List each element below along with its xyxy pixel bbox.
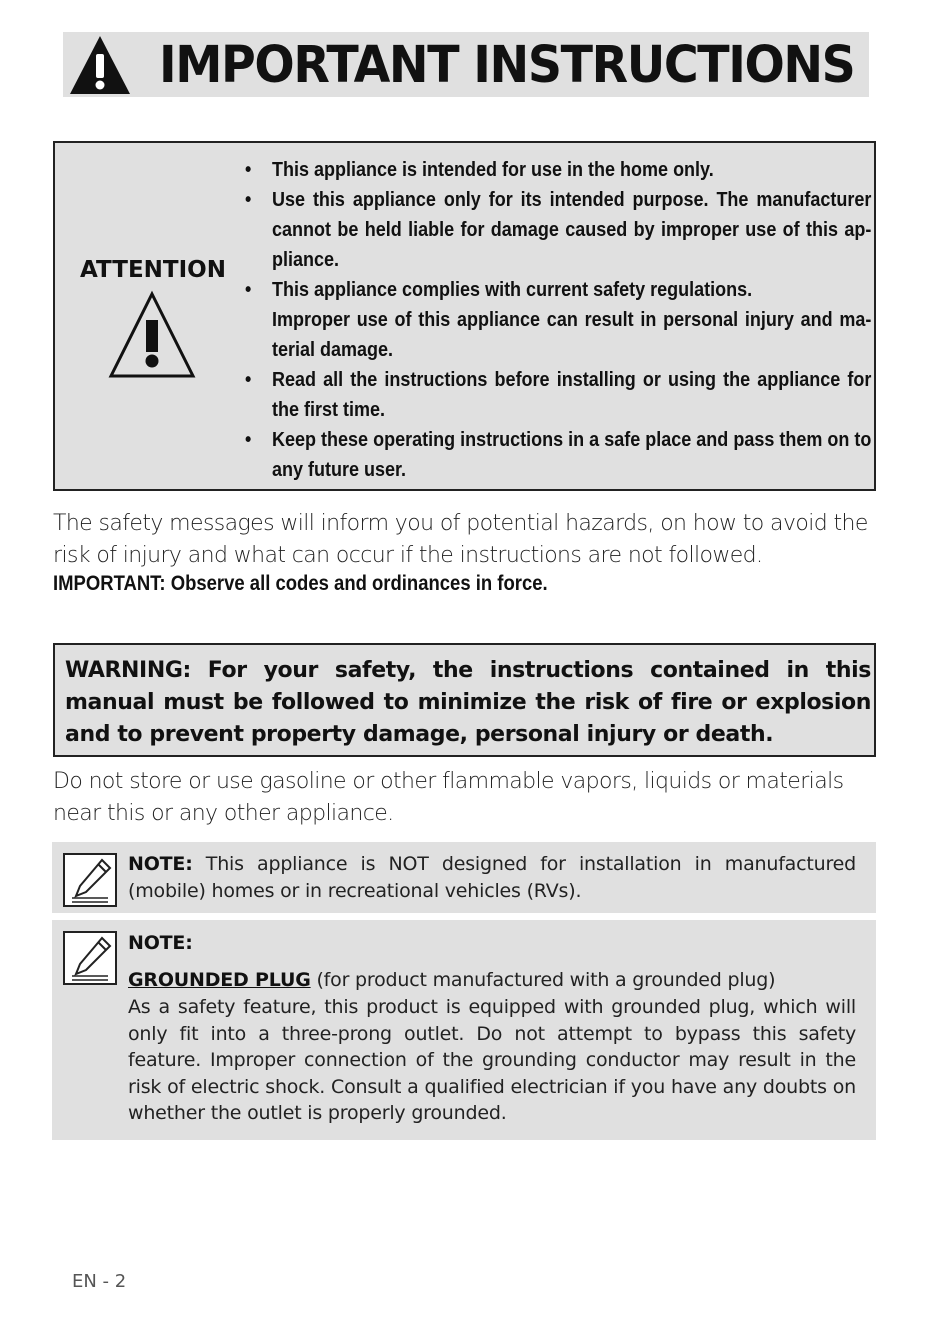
list-item: • Read all the instructions before installing or using the appliance for the first time. — [245, 365, 871, 425]
pencil-note-icon — [62, 852, 118, 908]
list-item: Improper use of this appliance can result in personal injury and ma-terial damage. — [272, 309, 872, 361]
list-item: • Use this appliance only for its intended purpose. The manufacturer cannot be held liable for damage caused by improper use of this ap-pliance. — [245, 185, 871, 275]
attention-label: ATTENTION — [80, 257, 226, 283]
list-item: • This appliance is intended for use in the home only. — [245, 155, 871, 185]
warning-triangle-icon — [108, 290, 196, 380]
note-box-grounded-plug — [52, 920, 876, 1140]
safety-paragraph: The safety messages will inform you of potential hazards, on how to avoid the risk of injury and what can occur if the instructions are not followed. — [53, 511, 868, 568]
warning-box — [53, 643, 876, 757]
flammable-paragraph: Do not store or use gasoline or other flammable vapors, liquids or materials near this or any other appliance. — [53, 769, 844, 826]
note-label: NOTE: — [128, 853, 193, 875]
note-body: This appliance is NOT designed for installation in manufactured (mobile) homes or in recreational vehicles (RVs). — [128, 853, 857, 902]
important-line: IMPORTANT: Observe all codes and ordinances in force. — [53, 572, 548, 595]
note-label — [128, 930, 856, 957]
grounded-plug-suffix: (for product manufactured with a grounded plug) — [316, 969, 776, 991]
page-title: IMPORTANT INSTRUCTIONS — [159, 36, 855, 95]
title-bar — [63, 32, 869, 97]
pencil-note-icon — [62, 930, 118, 986]
note-box-mobile-homes — [52, 842, 876, 913]
list-item: • Keep these operating instructions in a safe place and pass them on to any future user. — [245, 425, 871, 485]
attention-box — [53, 141, 876, 491]
warning-text: WARNING: For your safety, the instructions contained in this manual must be followed to minimize the risk of fire or explosion and to prevent property damage, personal injury or death. — [65, 658, 871, 747]
attention-list — [245, 155, 875, 485]
grounded-plug-title: GROUNDED PLUG — [128, 969, 311, 991]
note-label-text: NOTE: — [128, 932, 193, 954]
page-number: EN - 2 — [72, 1271, 127, 1292]
grounded-plug-heading — [128, 967, 856, 994]
grounded-plug-text: As a safety feature, this product is equipped with grounded plug, which will only fit into a three-prong outlet. Do not attempt to bypass this safety feature. Improper connection of the grounding conductor may result in the risk of electric shock. Consult a qualified electrician if you have any doubts on whether the outlet is properly grounded. — [128, 996, 856, 1124]
note-text — [128, 851, 856, 904]
warning-triangle-icon — [68, 34, 132, 96]
list-item: • This appliance complies with current safety regulations. — [245, 275, 871, 305]
